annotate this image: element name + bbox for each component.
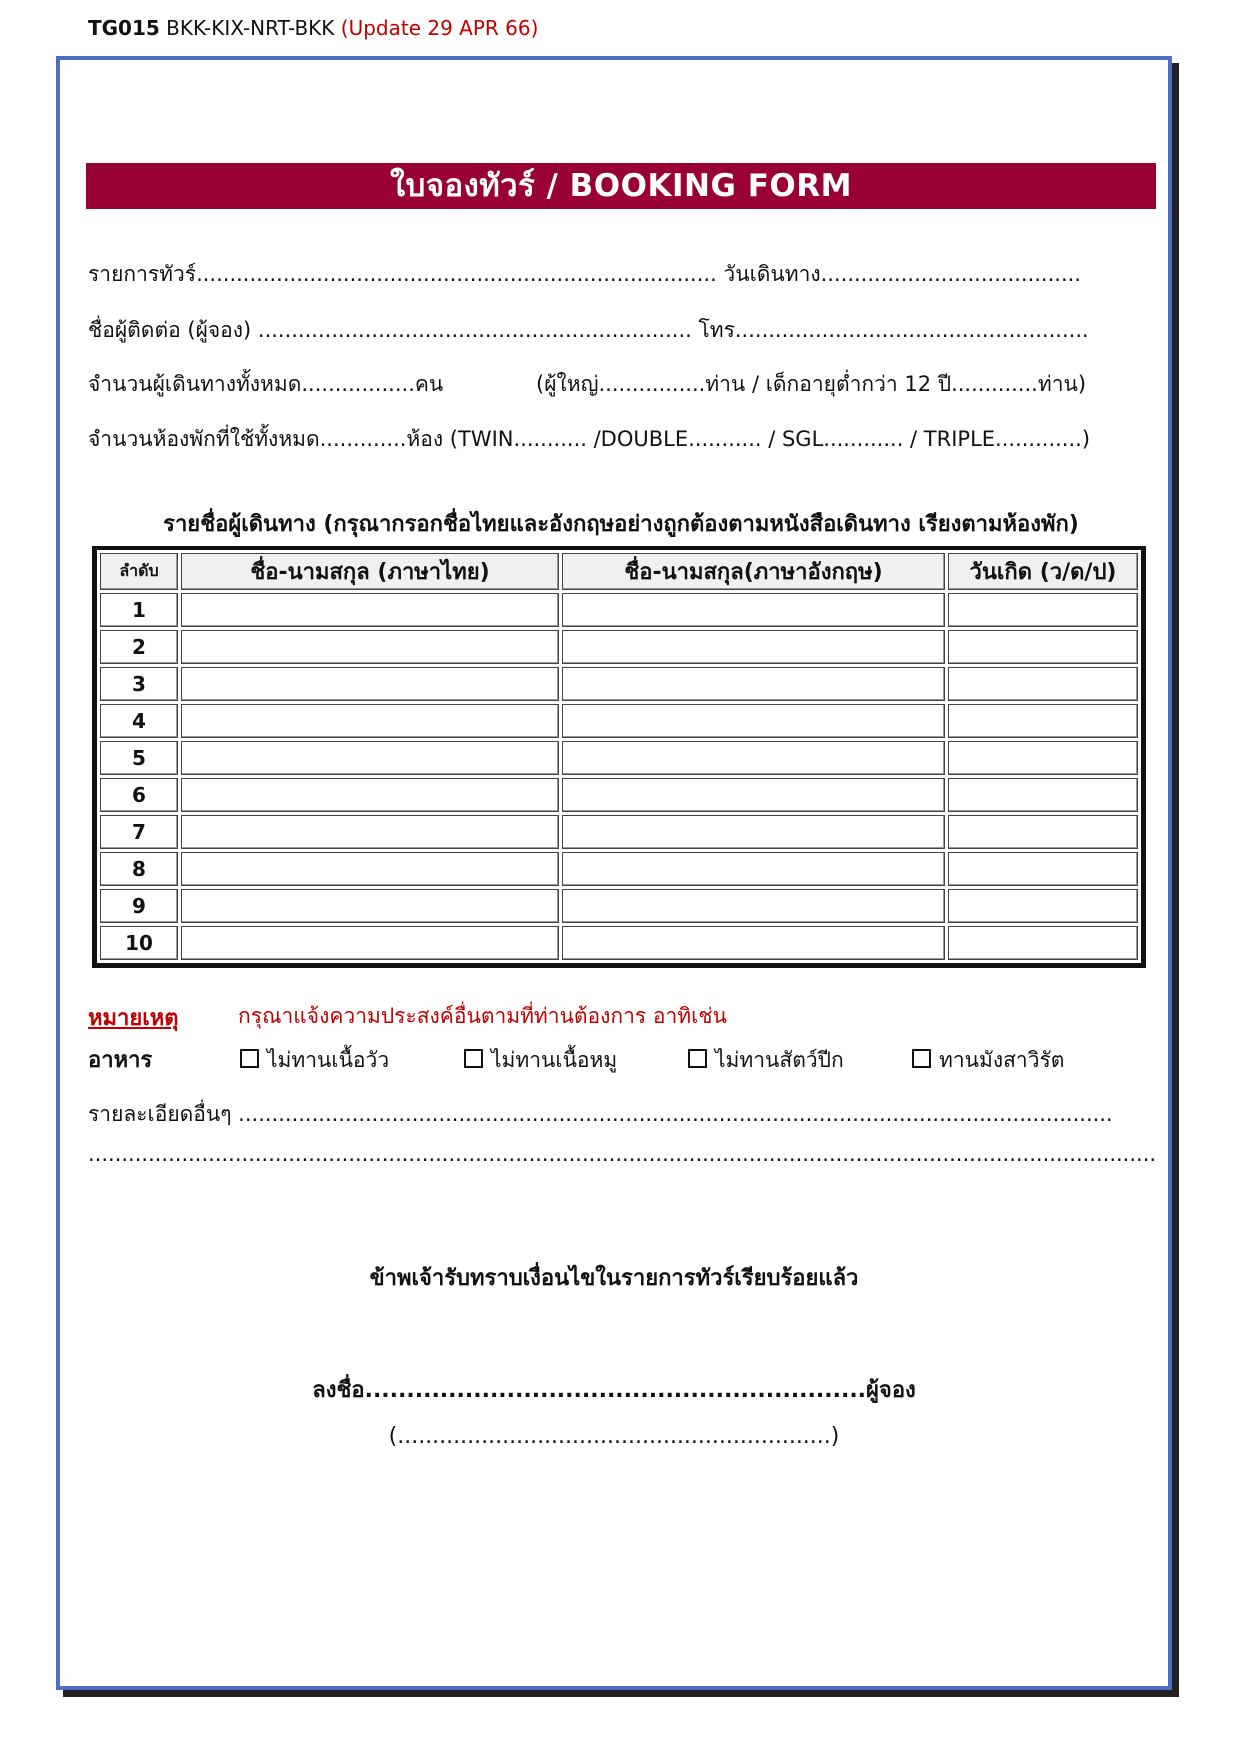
thai-name-cell[interactable] bbox=[181, 667, 559, 701]
column-header-birth-date: วันเกิด (ว/ด/ป) bbox=[948, 553, 1138, 590]
english-name-cell[interactable] bbox=[562, 667, 945, 701]
table-row bbox=[100, 926, 1138, 960]
english-name-cell[interactable] bbox=[562, 889, 945, 923]
signature-name-line[interactable]: (..............................................................) bbox=[388, 1424, 840, 1449]
birth-date-cell[interactable] bbox=[948, 741, 1138, 775]
food-option-no-pork[interactable] bbox=[464, 1044, 617, 1077]
checkbox-icon[interactable] bbox=[912, 1049, 931, 1068]
other-details-field[interactable]: รายละเอียดอื่นๆ ................................................................................................................................... bbox=[88, 1102, 1113, 1126]
birth-date-cell[interactable] bbox=[948, 926, 1138, 960]
birth-date-cell[interactable] bbox=[948, 852, 1138, 886]
pax-detail-field[interactable]: (ผู้ใหญ่................ท่าน / เด็กอายุต่ำกว่า 12 ปี.............ท่าน) bbox=[536, 372, 1087, 396]
row-number: 8 bbox=[100, 852, 178, 886]
food-option-label: ไม่ทานสัตว์ปีก bbox=[715, 1048, 844, 1072]
table-row bbox=[100, 630, 1138, 664]
row-number: 6 bbox=[100, 778, 178, 812]
table-header-row bbox=[100, 553, 1138, 590]
pax-total-field[interactable]: จำนวนผู้เดินทางทั้งหมด.................คน bbox=[88, 372, 444, 396]
thai-name-cell[interactable] bbox=[181, 741, 559, 775]
thai-name-cell[interactable] bbox=[181, 778, 559, 812]
table-row bbox=[100, 815, 1138, 849]
table-row bbox=[100, 741, 1138, 775]
note-text: กรุณาแจ้งความประสงค์อื่นตามที่ท่านต้องการ อาทิเช่น bbox=[238, 1004, 727, 1028]
birth-date-cell[interactable] bbox=[948, 889, 1138, 923]
thai-name-cell[interactable] bbox=[181, 889, 559, 923]
passenger-table-body bbox=[100, 593, 1138, 960]
food-option-label: ไม่ทานเนื้อหมู bbox=[491, 1048, 618, 1072]
english-name-cell[interactable] bbox=[562, 741, 945, 775]
birth-date-cell[interactable] bbox=[948, 778, 1138, 812]
english-name-cell[interactable] bbox=[562, 815, 945, 849]
update-date: (Update 29 APR 66) bbox=[340, 16, 539, 40]
food-option-no-poultry[interactable] bbox=[688, 1044, 844, 1077]
thai-name-cell[interactable] bbox=[181, 630, 559, 664]
row-number: 9 bbox=[100, 889, 178, 923]
column-header-english-name: ชื่อ-นามสกุล(ภาษาอังกฤษ) bbox=[562, 553, 945, 590]
english-name-cell[interactable] bbox=[562, 593, 945, 627]
thai-name-cell[interactable] bbox=[181, 593, 559, 627]
document-header bbox=[88, 16, 538, 40]
food-label: อาหาร bbox=[88, 1048, 153, 1073]
passenger-list-heading: รายชื่อผู้เดินทาง (กรุณากรอกชื่อไทยและอังกฤษอย่างถูกต้องตามหนังสือเดินทาง เรียงตามห้องพัก) bbox=[163, 512, 1079, 537]
birth-date-cell[interactable] bbox=[948, 704, 1138, 738]
form-title: ใบจองทัวร์ / BOOKING FORM bbox=[86, 163, 1156, 209]
food-option-no-beef[interactable] bbox=[240, 1044, 389, 1077]
english-name-cell[interactable] bbox=[562, 852, 945, 886]
row-number: 2 bbox=[100, 630, 178, 664]
english-name-cell[interactable] bbox=[562, 926, 945, 960]
column-header-no: ลำดับ bbox=[100, 553, 178, 590]
food-option-vegetarian[interactable] bbox=[912, 1044, 1064, 1077]
row-number: 1 bbox=[100, 593, 178, 627]
tour-field[interactable]: รายการทัวร์.............................................................................. วันเดินทาง....................................... bbox=[88, 262, 1081, 286]
table-row bbox=[100, 778, 1138, 812]
checkbox-icon[interactable] bbox=[688, 1049, 707, 1068]
acknowledge-text: ข้าพเจ้ารับทราบเงื่อนไขในรายการทัวร์เรียบร้อยแล้ว bbox=[369, 1266, 859, 1291]
food-option-label: ไม่ทานเนื้อวัว bbox=[267, 1048, 390, 1072]
birth-date-cell[interactable] bbox=[948, 667, 1138, 701]
thai-name-cell[interactable] bbox=[181, 704, 559, 738]
table-row bbox=[100, 889, 1138, 923]
checkbox-icon[interactable] bbox=[240, 1049, 259, 1068]
birth-date-cell[interactable] bbox=[948, 593, 1138, 627]
other-details-field-line2[interactable]: ................................................................................................................................................................ bbox=[88, 1142, 1157, 1166]
checkbox-icon[interactable] bbox=[464, 1049, 483, 1068]
english-name-cell[interactable] bbox=[562, 630, 945, 664]
passenger-table bbox=[92, 546, 1146, 968]
row-number: 10 bbox=[100, 926, 178, 960]
signature-line[interactable]: ลงชื่อ............................................................ผู้จอง bbox=[312, 1378, 916, 1403]
food-option-label: ทานมังสาวิรัต bbox=[939, 1048, 1065, 1072]
english-name-cell[interactable] bbox=[562, 704, 945, 738]
row-number: 7 bbox=[100, 815, 178, 849]
row-number: 4 bbox=[100, 704, 178, 738]
table-row bbox=[100, 593, 1138, 627]
english-name-cell[interactable] bbox=[562, 778, 945, 812]
route: BKK-KIX-NRT-BKK bbox=[159, 16, 341, 40]
table-row bbox=[100, 852, 1138, 886]
thai-name-cell[interactable] bbox=[181, 926, 559, 960]
note-label: หมายเหตุ bbox=[88, 1006, 179, 1031]
table-row bbox=[100, 704, 1138, 738]
tour-code: TG015 bbox=[88, 16, 160, 40]
rooms-field[interactable]: จำนวนห้องพักที่ใช้ทั้งหมด.............ห้อง (TWIN........... /DOUBLE........... / SGL............ / TRIPLE.............) bbox=[88, 427, 1091, 451]
table-row bbox=[100, 667, 1138, 701]
thai-name-cell[interactable] bbox=[181, 815, 559, 849]
row-number: 3 bbox=[100, 667, 178, 701]
thai-name-cell[interactable] bbox=[181, 852, 559, 886]
birth-date-cell[interactable] bbox=[948, 630, 1138, 664]
column-header-thai-name: ชื่อ-นามสกุล (ภาษาไทย) bbox=[181, 553, 559, 590]
row-number: 5 bbox=[100, 741, 178, 775]
contact-field[interactable]: ชื่อผู้ติดต่อ (ผู้จอง) ................................................................. โทร..................................................... bbox=[88, 318, 1089, 342]
birth-date-cell[interactable] bbox=[948, 815, 1138, 849]
